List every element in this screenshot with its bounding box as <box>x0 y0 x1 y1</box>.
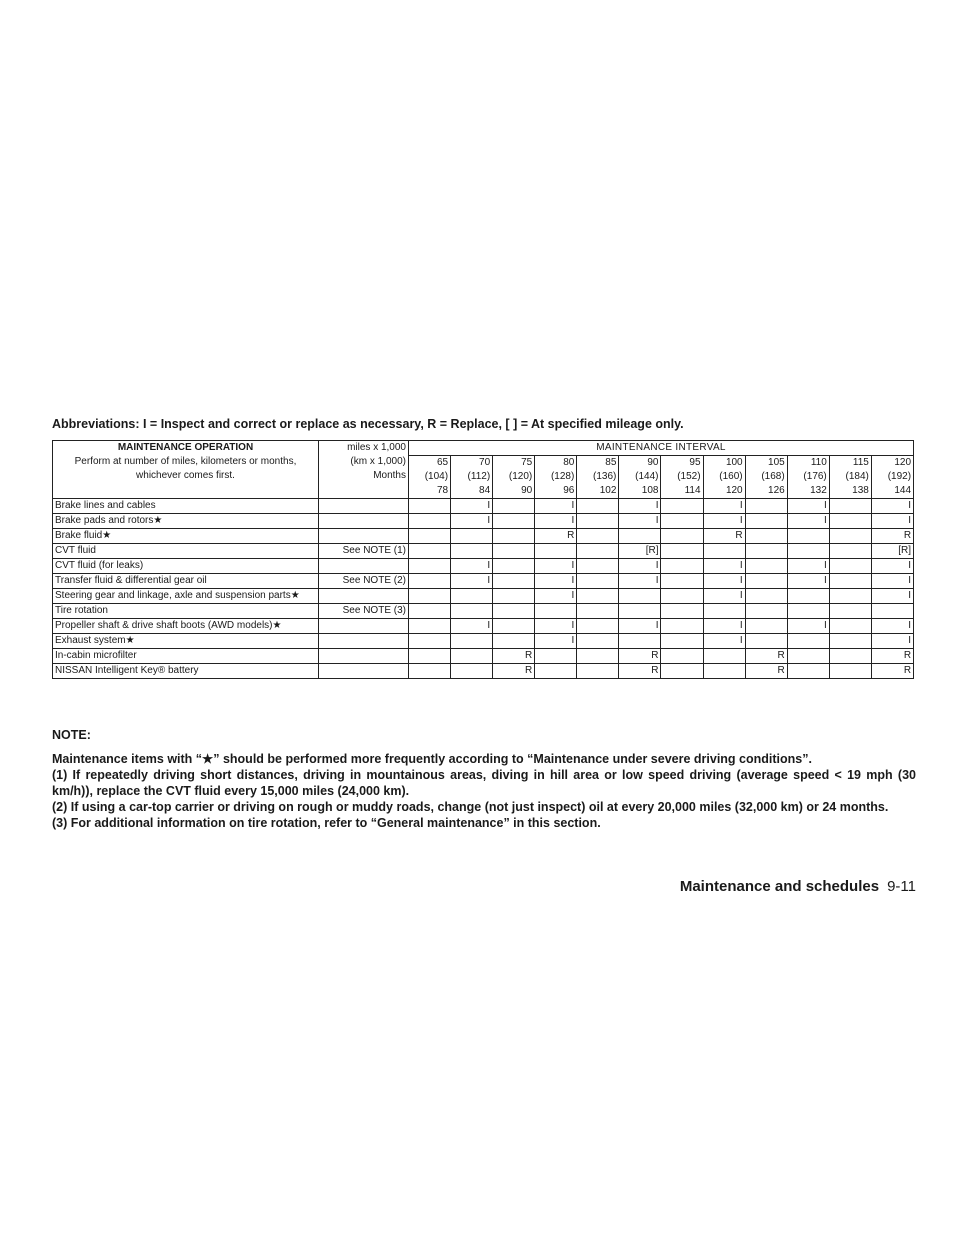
interval-mark-cell: I <box>619 514 661 529</box>
interval-mark-cell <box>745 634 787 649</box>
interval-mark-cell <box>619 529 661 544</box>
interval-column-header <box>661 456 703 499</box>
table-row <box>53 499 914 514</box>
note-ref-cell <box>319 664 409 679</box>
interval-mark-cell <box>661 619 703 634</box>
unit-months: Months <box>373 470 406 481</box>
operation-cell: Brake pads and rotors★ <box>53 514 319 529</box>
interval-column-header <box>577 456 619 499</box>
maintenance-schedule-table <box>52 440 914 679</box>
interval-column-header <box>829 456 871 499</box>
interval-mark-cell <box>493 574 535 589</box>
interval-mark-cell: R <box>871 529 913 544</box>
interval-months: 84 <box>479 485 491 496</box>
interval-months: 132 <box>810 485 827 496</box>
interval-mark-cell: I <box>451 559 493 574</box>
unit-miles: miles x 1,000 <box>347 442 406 453</box>
interval-mark-cell <box>661 574 703 589</box>
notes-title: NOTE: <box>52 728 91 742</box>
interval-mark-cell: I <box>619 499 661 514</box>
interval-mark-cell <box>829 574 871 589</box>
interval-mark-cell <box>409 604 451 619</box>
interval-mark-cell <box>661 514 703 529</box>
interval-mark-cell <box>451 544 493 559</box>
interval-mark-cell <box>619 634 661 649</box>
interval-mark-cell <box>493 514 535 529</box>
interval-mark-cell <box>745 589 787 604</box>
interval-mark-cell <box>493 619 535 634</box>
interval-mark-cell <box>493 499 535 514</box>
table-row <box>53 664 914 679</box>
table-row <box>53 559 914 574</box>
interval-mark-cell <box>829 559 871 574</box>
interval-mark-cell <box>451 664 493 679</box>
interval-months: 120 <box>725 485 743 496</box>
interval-mark-cell <box>535 604 577 619</box>
interval-mark-cell <box>661 604 703 619</box>
interval-km: (184) <box>845 471 869 482</box>
interval-mark-cell: I <box>871 634 913 649</box>
interval-mark-cell: R <box>745 649 787 664</box>
interval-mark-cell: R <box>493 649 535 664</box>
interval-mark-cell <box>451 649 493 664</box>
interval-mark-cell <box>787 649 829 664</box>
interval-mark-cell <box>577 649 619 664</box>
interval-column-header <box>535 456 577 499</box>
interval-mark-cell <box>787 664 829 679</box>
interval-mark-cell <box>577 619 619 634</box>
operation-header-subtitle: Perform at number of miles, kilometers or months, whichever comes first. <box>74 456 297 481</box>
interval-mark-cell: I <box>451 514 493 529</box>
interval-miles: 115 <box>852 457 869 468</box>
interval-mark-cell <box>787 544 829 559</box>
interval-mark-cell: I <box>619 559 661 574</box>
interval-mark-cell: I <box>451 574 493 589</box>
interval-mark-cell <box>535 664 577 679</box>
interval-km: (128) <box>550 471 575 482</box>
operation-cell: Brake fluid★ <box>53 529 319 544</box>
interval-km: (160) <box>719 471 743 482</box>
operation-cell: Tire rotation <box>53 604 319 619</box>
interval-miles: 70 <box>479 457 491 468</box>
interval-mark-cell: I <box>703 559 745 574</box>
interval-mark-cell <box>493 589 535 604</box>
interval-mark-cell: I <box>787 619 829 634</box>
interval-mark-cell <box>787 529 829 544</box>
operation-header-title: MAINTENANCE OPERATION <box>117 442 254 453</box>
interval-mark-cell: R <box>871 664 913 679</box>
interval-months: 90 <box>521 485 533 496</box>
interval-km: (176) <box>803 471 827 482</box>
interval-mark-cell <box>829 649 871 664</box>
interval-miles: 105 <box>768 457 785 468</box>
interval-miles: 80 <box>563 457 575 468</box>
interval-mark-cell <box>829 619 871 634</box>
interval-mark-cell <box>409 499 451 514</box>
interval-mark-cell <box>829 529 871 544</box>
interval-column-header <box>787 456 829 499</box>
interval-mark-cell: I <box>787 499 829 514</box>
interval-months: 108 <box>641 485 659 496</box>
table-row <box>53 634 914 649</box>
interval-mark-cell <box>745 499 787 514</box>
interval-mark-cell <box>577 544 619 559</box>
note-ref-cell <box>319 634 409 649</box>
interval-mark-cell <box>493 544 535 559</box>
interval-mark-cell: R <box>493 664 535 679</box>
interval-mark-cell <box>829 604 871 619</box>
interval-mark-cell: R <box>619 664 661 679</box>
interval-mark-cell <box>409 649 451 664</box>
interval-mark-cell <box>409 544 451 559</box>
interval-km: (136) <box>593 471 617 482</box>
interval-mark-cell <box>577 634 619 649</box>
interval-mark-cell <box>829 544 871 559</box>
interval-mark-cell <box>829 499 871 514</box>
interval-mark-cell <box>577 559 619 574</box>
operation-cell: NISSAN Intelligent Key® battery <box>53 664 319 679</box>
interval-mark-cell <box>787 634 829 649</box>
interval-mark-cell <box>577 604 619 619</box>
interval-mark-cell: I <box>703 574 745 589</box>
note-ref-cell <box>319 619 409 634</box>
interval-mark-cell: I <box>787 559 829 574</box>
interval-mark-cell: R <box>871 649 913 664</box>
interval-mark-cell: I <box>703 634 745 649</box>
operation-cell: In-cabin microfilter <box>53 649 319 664</box>
interval-km: (168) <box>761 471 785 482</box>
interval-mark-cell <box>493 529 535 544</box>
table-row <box>53 514 914 529</box>
interval-mark-cell <box>577 529 619 544</box>
interval-mark-cell: I <box>535 634 577 649</box>
interval-months: 114 <box>684 485 701 496</box>
interval-mark-cell <box>703 649 745 664</box>
interval-miles: 65 <box>436 457 449 468</box>
interval-mark-cell: I <box>703 514 745 529</box>
interval-mark-cell <box>829 589 871 604</box>
interval-mark-cell <box>577 589 619 604</box>
interval-months: 138 <box>852 485 869 496</box>
interval-mark-cell <box>703 544 745 559</box>
interval-mark-cell <box>745 514 787 529</box>
interval-mark-cell <box>577 664 619 679</box>
interval-mark-cell: I <box>871 619 913 634</box>
interval-mark-cell: I <box>787 514 829 529</box>
interval-mark-cell <box>787 589 829 604</box>
page-number: 9-11 <box>887 878 916 895</box>
note-ref-cell <box>319 649 409 664</box>
interval-mark-cell <box>535 544 577 559</box>
interval-km: (112) <box>467 471 491 482</box>
operation-cell: Transfer fluid & differential gear oil <box>53 574 319 589</box>
interval-mark-cell <box>829 664 871 679</box>
interval-mark-cell: I <box>703 619 745 634</box>
interval-mark-cell: I <box>787 574 829 589</box>
interval-mark-cell <box>745 559 787 574</box>
page-footer <box>680 878 916 895</box>
interval-mark-cell <box>745 619 787 634</box>
interval-mark-cell: I <box>871 559 913 574</box>
interval-mark-cell <box>409 589 451 604</box>
interval-column-header <box>745 456 787 499</box>
interval-mark-cell <box>703 604 745 619</box>
interval-mark-cell: I <box>451 619 493 634</box>
note-1: (1) If repeatedly driving short distances, driving in mountainous areas, diving in hill area or low speed driving (average speed < 19 mph (30 km/h)), replace the CVT fluid every 15,000 miles (24,000 km). <box>52 768 916 798</box>
interval-miles: 75 <box>521 457 533 468</box>
interval-mark-cell <box>661 499 703 514</box>
interval-km: (144) <box>635 471 659 482</box>
interval-column-header <box>493 456 535 499</box>
interval-miles: 90 <box>647 457 659 468</box>
interval-mark-cell <box>409 664 451 679</box>
interval-miles: 85 <box>605 457 617 468</box>
interval-mark-cell <box>787 604 829 619</box>
table-row <box>53 544 914 559</box>
operation-cell: Propeller shaft & drive shaft boots (AWD models)★ <box>53 619 319 634</box>
interval-mark-cell <box>619 589 661 604</box>
table-row <box>53 604 914 619</box>
abbreviations-line: Abbreviations: I = Inspect and correct or replace as necessary, R = Replace, [ ] = At specified mileage only. <box>52 417 684 431</box>
interval-column-header <box>451 456 493 499</box>
operation-header <box>53 441 319 499</box>
interval-mark-cell <box>451 634 493 649</box>
interval-miles: 110 <box>810 457 827 468</box>
footer-section-title: Maintenance and schedules <box>679 878 880 895</box>
interval-mark-cell <box>451 604 493 619</box>
note-ref-cell <box>319 559 409 574</box>
interval-miles: 100 <box>725 457 743 468</box>
interval-months: 102 <box>599 485 617 496</box>
table-row <box>53 589 914 604</box>
interval-mark-cell: R <box>745 664 787 679</box>
table-row <box>53 574 914 589</box>
interval-mark-cell <box>661 529 703 544</box>
note-ref-cell: See NOTE (3) <box>319 604 409 619</box>
interval-mark-cell: I <box>535 514 577 529</box>
interval-months: 96 <box>563 485 575 496</box>
note-2: (2) If using a car-top carrier or driving on rough or muddy roads, change (not just inspect) oil at every 20,000 miles (32,000 km) or 24 months. <box>52 800 889 814</box>
interval-mark-cell <box>661 589 703 604</box>
interval-mark-cell <box>493 559 535 574</box>
interval-mark-cell <box>619 604 661 619</box>
note-ref-cell <box>319 589 409 604</box>
interval-mark-cell <box>409 514 451 529</box>
interval-mark-cell <box>409 574 451 589</box>
schedule-table-body <box>53 441 914 679</box>
interval-km: (104) <box>424 471 449 482</box>
interval-mark-cell <box>745 544 787 559</box>
operation-cell: Steering gear and linkage, axle and suspension parts★ <box>53 589 319 604</box>
interval-mark-cell: I <box>619 619 661 634</box>
interval-mark-cell: I <box>535 589 577 604</box>
interval-column-header <box>409 456 451 499</box>
interval-mark-cell <box>745 529 787 544</box>
table-row <box>53 649 914 664</box>
interval-mark-cell: I <box>871 589 913 604</box>
interval-mark-cell: I <box>619 574 661 589</box>
interval-mark-cell: I <box>871 499 913 514</box>
interval-mark-cell <box>451 529 493 544</box>
interval-mark-cell <box>409 559 451 574</box>
interval-mark-cell <box>493 634 535 649</box>
operation-cell: CVT fluid (for leaks) <box>53 559 319 574</box>
interval-months: 78 <box>436 485 449 496</box>
interval-km: (152) <box>677 471 701 482</box>
interval-mark-cell <box>409 619 451 634</box>
interval-column-header <box>703 456 745 499</box>
operation-cell: Exhaust system★ <box>53 634 319 649</box>
notes-section <box>52 727 916 831</box>
interval-mark-cell <box>661 544 703 559</box>
interval-mark-cell: [R] <box>871 544 913 559</box>
interval-mark-cell <box>535 649 577 664</box>
note-ref-cell <box>319 529 409 544</box>
interval-column-header <box>619 456 661 499</box>
interval-mark-cell: I <box>703 499 745 514</box>
interval-mark-cell: I <box>703 589 745 604</box>
interval-mark-cell: [R] <box>619 544 661 559</box>
interval-mark-cell: I <box>871 574 913 589</box>
interval-mark-cell <box>409 634 451 649</box>
interval-mark-cell <box>661 664 703 679</box>
interval-mark-cell <box>577 514 619 529</box>
interval-miles: 95 <box>689 457 701 468</box>
interval-mark-cell <box>871 604 913 619</box>
units-header <box>319 441 409 499</box>
interval-months: 144 <box>894 485 912 496</box>
note-ref-cell <box>319 499 409 514</box>
interval-mark-cell <box>661 634 703 649</box>
interval-mark-cell <box>577 574 619 589</box>
operation-cell: Brake lines and cables <box>53 499 319 514</box>
note-ref-cell <box>319 514 409 529</box>
interval-mark-cell: I <box>871 514 913 529</box>
interval-mark-cell: I <box>451 499 493 514</box>
interval-mark-cell <box>451 589 493 604</box>
note-3: (3) For additional information on tire rotation, refer to “General maintenance” in this section. <box>52 816 601 830</box>
interval-mark-cell <box>493 604 535 619</box>
unit-km: (km x 1,000) <box>350 456 406 467</box>
interval-mark-cell: I <box>535 559 577 574</box>
interval-mark-cell <box>409 529 451 544</box>
interval-mark-cell: R <box>535 529 577 544</box>
interval-mark-cell: I <box>535 574 577 589</box>
interval-mark-cell: I <box>535 499 577 514</box>
interval-km: (192) <box>887 471 912 482</box>
interval-miles: 120 <box>894 457 912 468</box>
interval-mark-cell <box>745 604 787 619</box>
table-header-row-1 <box>53 441 914 456</box>
interval-mark-cell <box>829 634 871 649</box>
note-severe: Maintenance items with “★” should be performed more frequently according to “Maintenance under severe driving conditions”. <box>52 752 812 766</box>
interval-mark-cell <box>745 574 787 589</box>
interval-mark-cell <box>703 664 745 679</box>
interval-mark-cell: R <box>703 529 745 544</box>
interval-mark-cell <box>661 559 703 574</box>
interval-header: MAINTENANCE INTERVAL <box>409 441 914 456</box>
interval-column-header <box>871 456 913 499</box>
note-ref-cell: See NOTE (2) <box>319 574 409 589</box>
interval-km: (120) <box>508 471 533 482</box>
interval-mark-cell <box>829 514 871 529</box>
table-row <box>53 529 914 544</box>
interval-mark-cell: I <box>535 619 577 634</box>
table-row <box>53 619 914 634</box>
interval-mark-cell <box>661 649 703 664</box>
note-ref-cell: See NOTE (1) <box>319 544 409 559</box>
operation-cell: CVT fluid <box>53 544 319 559</box>
interval-months: 126 <box>768 485 785 496</box>
interval-mark-cell: R <box>619 649 661 664</box>
interval-mark-cell <box>577 499 619 514</box>
